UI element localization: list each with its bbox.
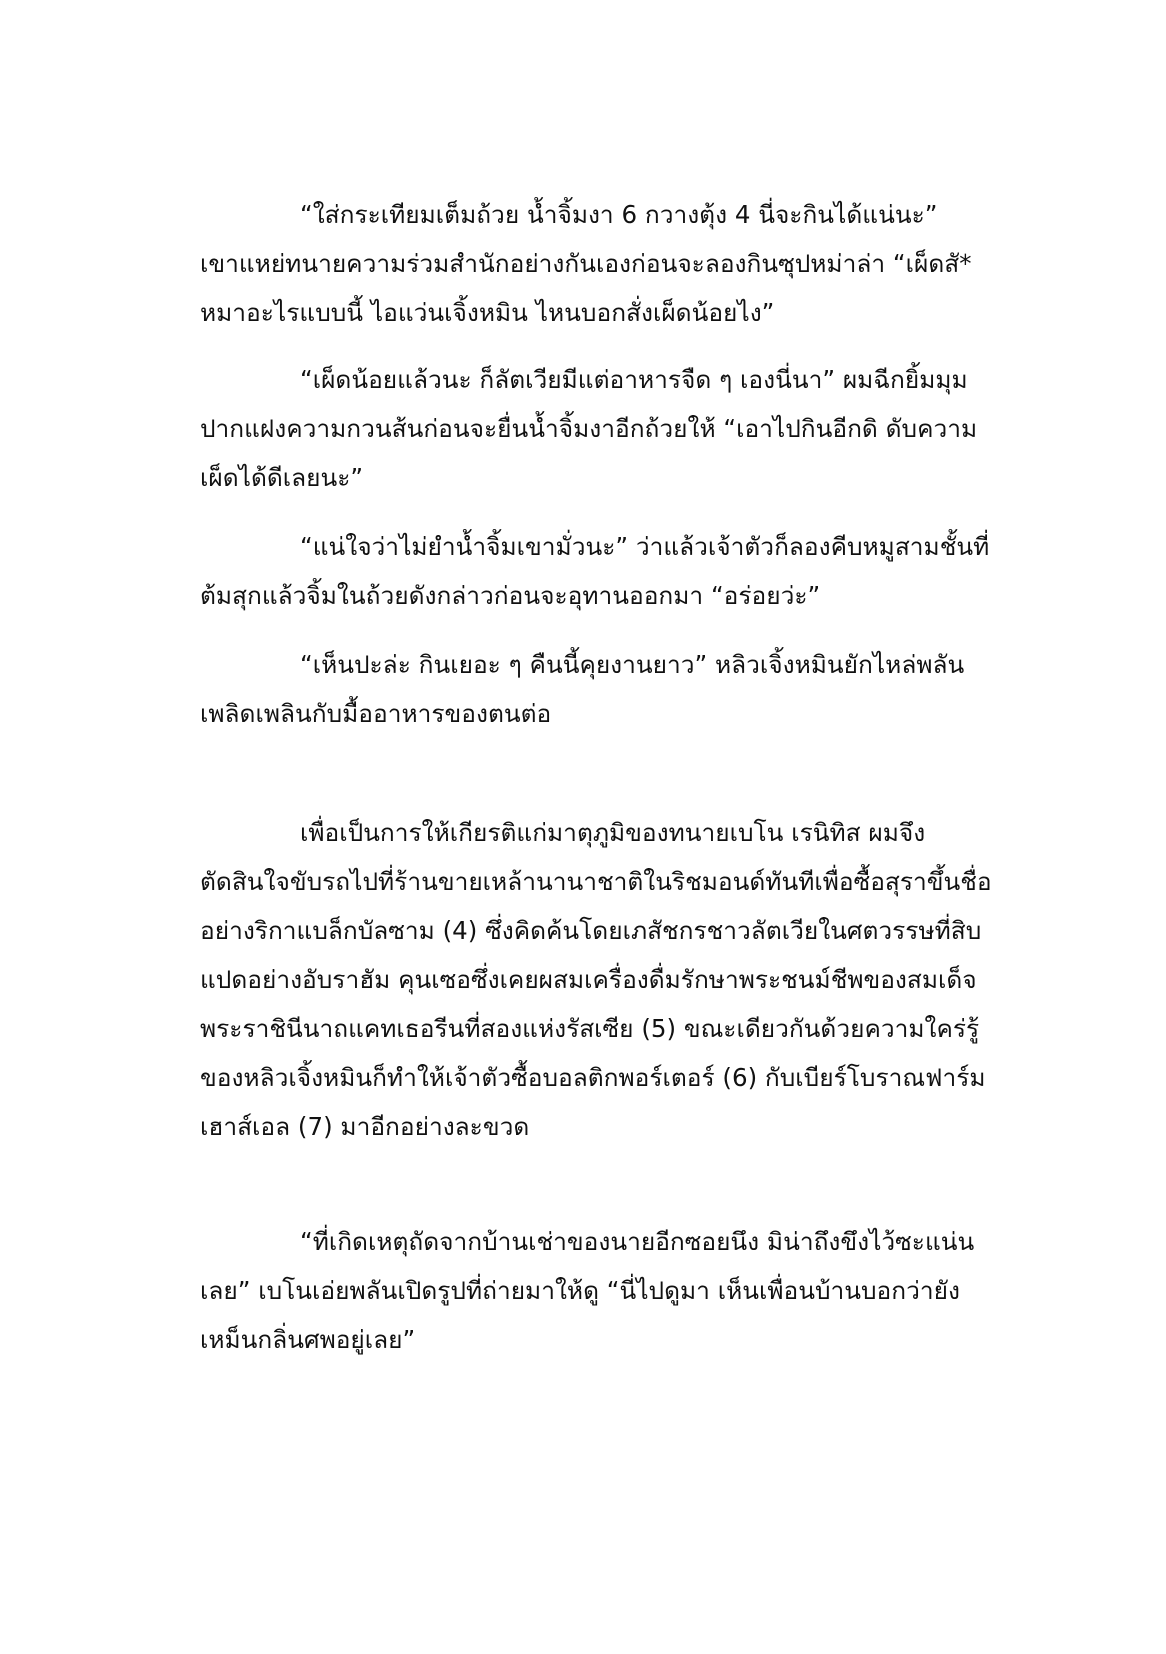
text-line: “เห็นปะล่ะ กินเยอะ ๆ คืนนี้คุยงานยาว” หลิวเจิ้งหมินยักไหล่พลัน	[300, 650, 965, 679]
text-line: เขาแหย่ทนายความร่วมสำนักอย่างกันเองก่อนจะลองกินซุปหม่าล่า “เผ็ดสั*	[200, 249, 972, 278]
text-line: “ใส่กระเทียมเต็มถ้วย น้ำจิ้มงา 6 กวางตุ้ง 4 นี่จะกินได้แน่นะ”	[300, 200, 938, 229]
text-line: เหม็นกลิ่นศพอยู่เลย”	[200, 1325, 416, 1354]
text-line: ตัดสินใจขับรถไปที่ร้านขายเหล้านานาชาติในริชมอนด์ทันทีเพื่อซื้อสุราขึ้นชื่อ	[200, 867, 992, 896]
text-line: เพื่อเป็นการให้เกียรติแก่มาตุภูมิของทนายเบโน เรนิทิส ผมจึง	[300, 818, 926, 847]
text-line: เลย” เบโนเอ่ยพลันเปิดรูปที่ถ่ายมาให้ดู “นี่ไปดูมา เห็นเพื่อนบ้านบอกว่ายัง	[200, 1276, 960, 1305]
text-line: เผ็ดได้ดีเลยนะ”	[200, 463, 364, 492]
paragraph-3	[200, 522, 990, 620]
text-line: “แน่ใจว่าไม่ยำน้ำจิ้มเขามั่วนะ” ว่าแล้วเจ้าตัวก็ลองคีบหมูสามชั้นที่	[300, 532, 990, 561]
paragraph-2	[200, 355, 978, 502]
text-line: อย่างริกาแบล็กบัลซาม (4) ซึ่งคิดค้นโดยเภสัชกรชาวลัตเวียในศตวรรษที่สิบ	[200, 916, 982, 945]
text-line: ปากแฝงความกวนส้นก่อนจะยื่นน้ำจิ้มงาอีกถ้วยให้ “เอาไปกินอีกดิ ดับความ	[200, 414, 978, 443]
text-line: พระราชินีนาถแคทเธอรีนที่สองแห่งรัสเซีย (5) ขณะเดียวกันด้วยความใคร่รู้	[200, 1014, 980, 1043]
text-line: เฮาส์เอล (7) มาอีกอย่างละขวด	[200, 1112, 530, 1141]
text-line: หมาอะไรแบบนี้ ไอแว่นเจิ้งหมิน ไหนบอกสั่งเผ็ดน้อยไง”	[200, 298, 775, 327]
paragraph-5	[200, 808, 992, 1151]
text-line: “ที่เกิดเหตุถัดจากบ้านเช่าของนายอีกซอยนึง มิน่าถึงขึงไว้ซะแน่น	[300, 1227, 975, 1256]
paragraph-1	[200, 190, 972, 337]
text-line: แปดอย่างอับราฮัม คุนเซอซึ่งเคยผสมเครื่องดื่มรักษาพระชนม์ชีพของสมเด็จ	[200, 965, 977, 994]
text-line: “เผ็ดน้อยแล้วนะ ก็ลัตเวียมีแต่อาหารจืด ๆ เองนี่นา” ผมฉีกยิ้มมุม	[300, 365, 968, 394]
text-line: ต้มสุกแล้วจิ้มในถ้วยดังกล่าวก่อนจะอุทานออกมา “อร่อยว่ะ”	[200, 581, 821, 610]
paragraph-4	[200, 640, 965, 738]
text-line: เพลิดเพลินกับมื้ออาหารของตนต่อ	[200, 699, 552, 728]
text-line: ของหลิวเจิ้งหมินก็ทำให้เจ้าตัวซื้อบอลติกพอร์เตอร์ (6) กับเบียร์โบราณฟาร์ม	[200, 1063, 986, 1092]
paragraph-6	[200, 1217, 975, 1364]
